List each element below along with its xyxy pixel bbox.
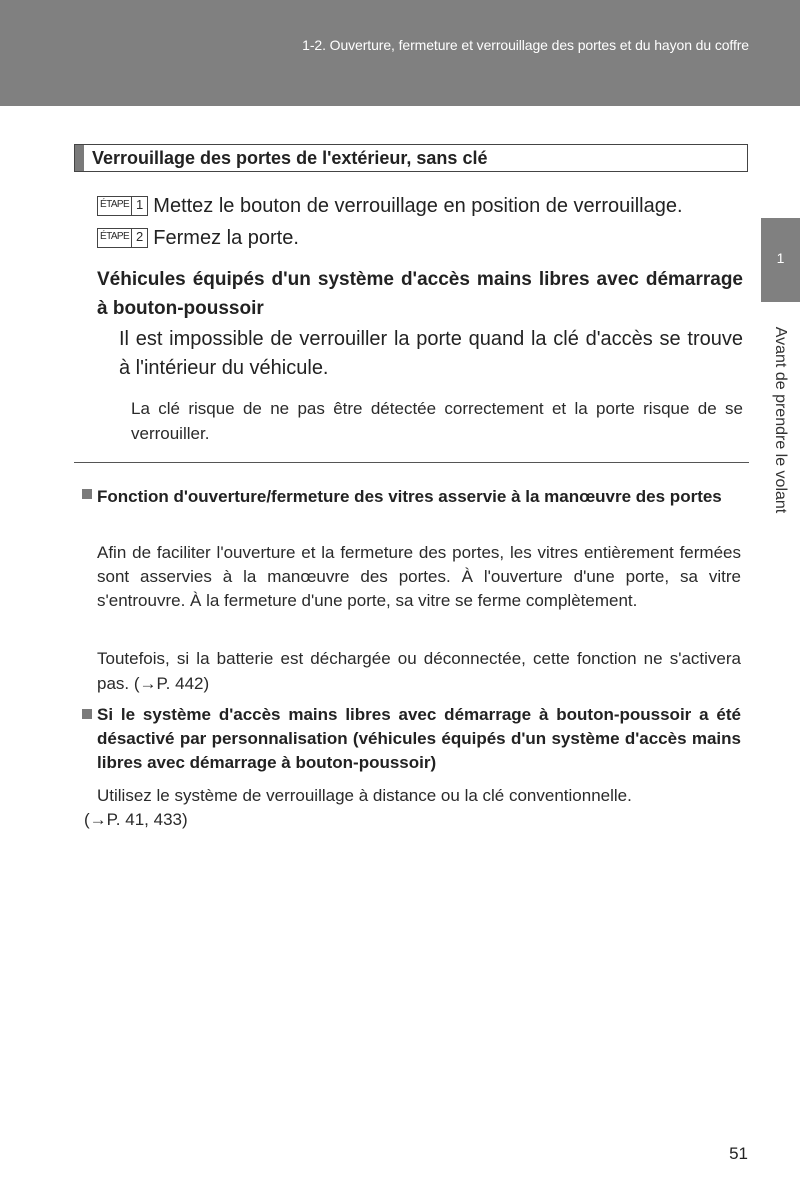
square-bullet-icon (82, 489, 92, 499)
step-badge-number: 2 (131, 229, 147, 247)
section-title-box (74, 144, 748, 172)
note-heading: Fonction d'ouverture/fermeture des vitres asservie à la manœuvre des portes (97, 487, 722, 506)
step-badge (97, 196, 148, 216)
note-paragraph: Afin de faciliter l'ouverture et la fermeture des portes, les vitres entièrement fermées sont asservies à la manœuvre des portes. À l'ouverture d'une porte, sa vitre s'entrouvre. À la fermeture d'une porte, sa vitre se ferme complètement. (97, 543, 741, 610)
keyless-note: La clé risque de ne pas être détectée correctement et la porte risque de se verrouiller. (131, 399, 743, 443)
step-badge (97, 228, 148, 248)
keyless-text: Il est impossible de verrouiller la porte quand la clé d'accès se trouve à l'intérieur du véhicule. (119, 328, 743, 379)
note-paragraph: Toutefois, si la batterie est déchargée ou déconnectée, cette fonction ne s'activera pas. (→P. 442) (97, 649, 741, 693)
step-badge-label: ÉTAPE (98, 197, 131, 215)
keyless-heading: Véhicules équipés d'un système d'accès mains libres avec démarrage à bouton-poussoir (97, 269, 743, 319)
breadcrumb: 1-2. Ouverture, fermeture et verrouillage des portes et du hayon du coffre (302, 37, 749, 53)
step-1 (97, 194, 683, 218)
step-badge-label: ÉTAPE (98, 229, 131, 247)
note-paragraph: (→P. 41, 433) (84, 810, 188, 829)
step-text: Mettez le bouton de verrouillage en position de verrouillage. (153, 194, 683, 217)
section-divider (74, 462, 749, 463)
step-text: Fermez la porte. (153, 226, 299, 249)
chapter-number: 1 (776, 250, 785, 266)
chapter-tab (761, 218, 800, 302)
header-band (0, 0, 800, 106)
page-number: 51 (729, 1144, 748, 1163)
section-title: Verrouillage des portes de l'extérieur, sans clé (92, 148, 488, 168)
chapter-title: Avant de prendre le volant (772, 326, 789, 514)
section-title-accent-bar (75, 145, 84, 171)
step-2 (97, 226, 299, 250)
step-badge-number: 1 (131, 197, 147, 215)
note-paragraph: Utilisez le système de verrouillage à distance ou la clé conventionnelle. (97, 786, 632, 805)
note-heading: Si le système d'accès mains libres avec démarrage à bouton-poussoir a été désactivé par personnalisation (véhicules équipés d'un système d'accès mains libres avec démarrage à bouton-poussoir) (97, 705, 741, 772)
square-bullet-icon (82, 709, 92, 719)
